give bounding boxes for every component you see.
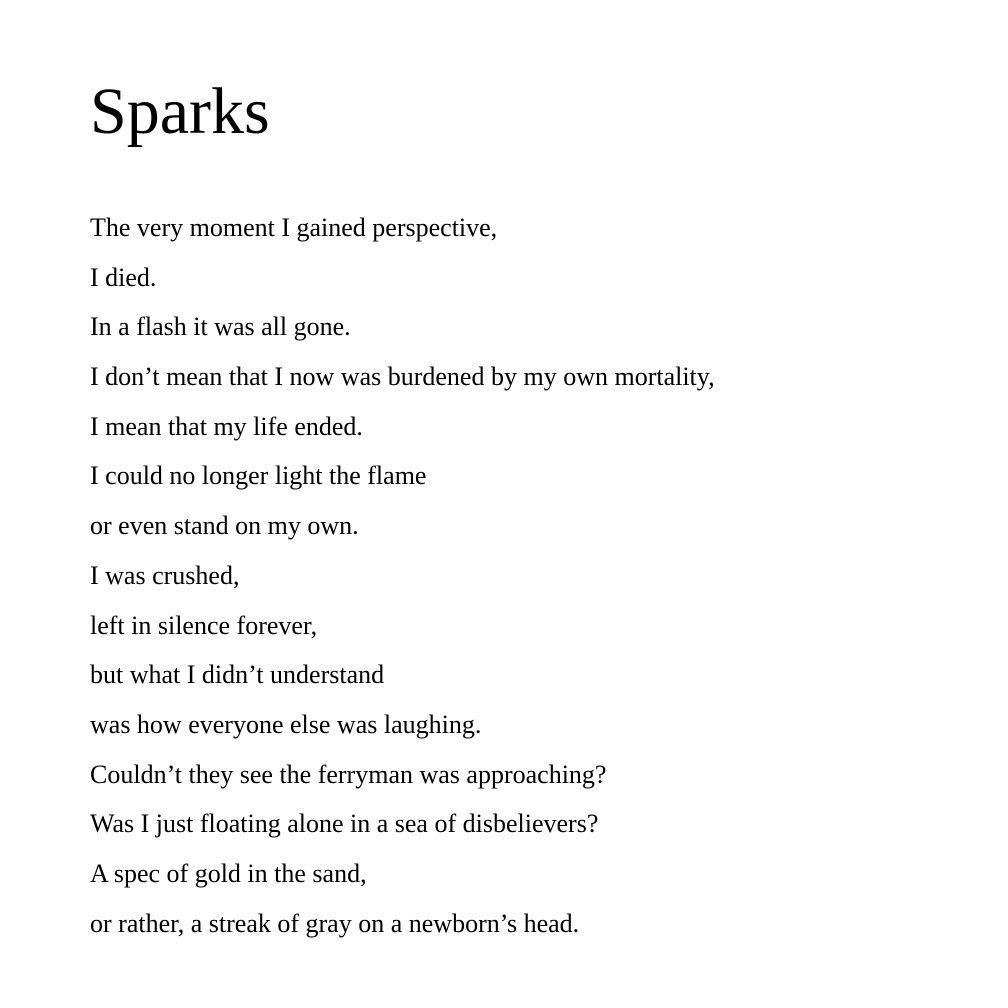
poem-line: I was crushed, [90,560,240,590]
poem-line: Was I just floating alone in a sea of disbelievers? [90,809,599,839]
poem-line: or rather, a streak of gray on a newborn’s head. [90,908,580,938]
poem-line: A spec of gold in the sand, [90,858,367,888]
poem-line: or even stand on my own. [90,511,359,541]
poem-line: left in silence forever, [90,610,318,640]
poem-title: Sparks [90,75,270,148]
poem-line: I don’t mean that I now was burdened by my own mortality, [90,362,715,392]
poem-line: Couldn’t they see the ferryman was approaching? [90,759,607,789]
poem-line: The very moment I gained perspective, [90,213,498,242]
poem-line: I could no longer light the flame [90,461,427,491]
poem-line: but what I didn’t understand [90,660,385,690]
poem-line: In a flash it was all gone. [90,312,351,342]
poem-body [90,203,715,948]
poem-line: I died. [90,262,157,292]
poem-line: was how everyone else was laughing. [90,709,482,739]
poem-line: I mean that my life ended. [90,411,363,441]
